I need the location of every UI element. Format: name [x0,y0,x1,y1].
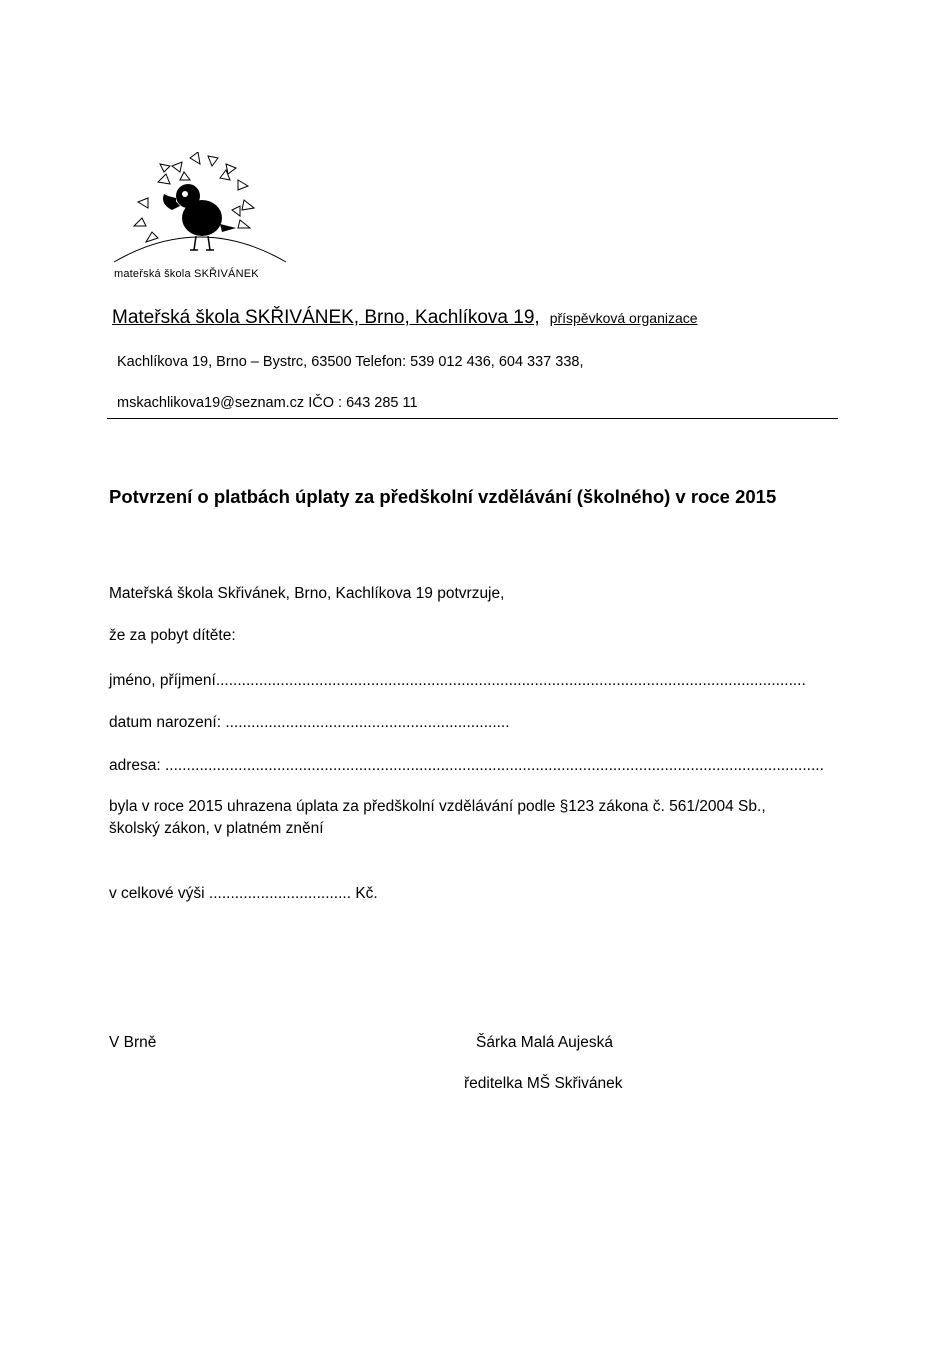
payment-text-line-2: školský zákon, v platném znění [109,820,324,837]
lark-logo-icon [112,152,288,268]
signature-place: V Brně [109,1034,157,1051]
child-line: že za pobyt dítěte: [109,627,236,644]
signatory-name: Šárka Malá Aujeská [476,1034,613,1051]
document-title: Potvrzení o platbách úplaty za předškolní vzdělávání (školného) v roce 2015 [109,486,777,507]
school-name-heading [112,307,698,329]
birth-date-field: datum narození: .................................................................. [109,714,510,731]
school-name: Mateřská škola SKŘIVÁNEK, Brno, Kachlíkova 19, [112,307,540,328]
signatory-role: ředitelka MŠ Skřivánek [464,1075,623,1092]
organization-type: příspěvková organizace [549,310,698,326]
address-field: adresa: ......................................................................................................................................................... [109,757,824,774]
email-line: mskachlikova19@seznam.cz IČO : 643 285 11 [117,395,418,411]
address-line: Kachlíkova 19, Brno – Bystrc, 63500 Telefon: 539 012 436, 604 337 338, [117,354,584,370]
payment-text-line-1: byla v roce 2015 uhrazena úplata za předškolní vzdělávání podle §123 zákona č. 561/2004 Sb., [109,798,766,815]
header-divider [107,418,838,419]
school-logo [112,152,288,284]
name-field: jméno, příjmení......................................................................................................................................... [109,672,806,689]
logo-caption: mateřská škola SKŘIVÁNEK [114,268,259,280]
total-amount-line: v celkové výši ................................. Kč. [109,885,378,902]
intro-text: Mateřská škola Skřivánek, Brno, Kachlíkova 19 potvrzuje, [109,585,505,602]
